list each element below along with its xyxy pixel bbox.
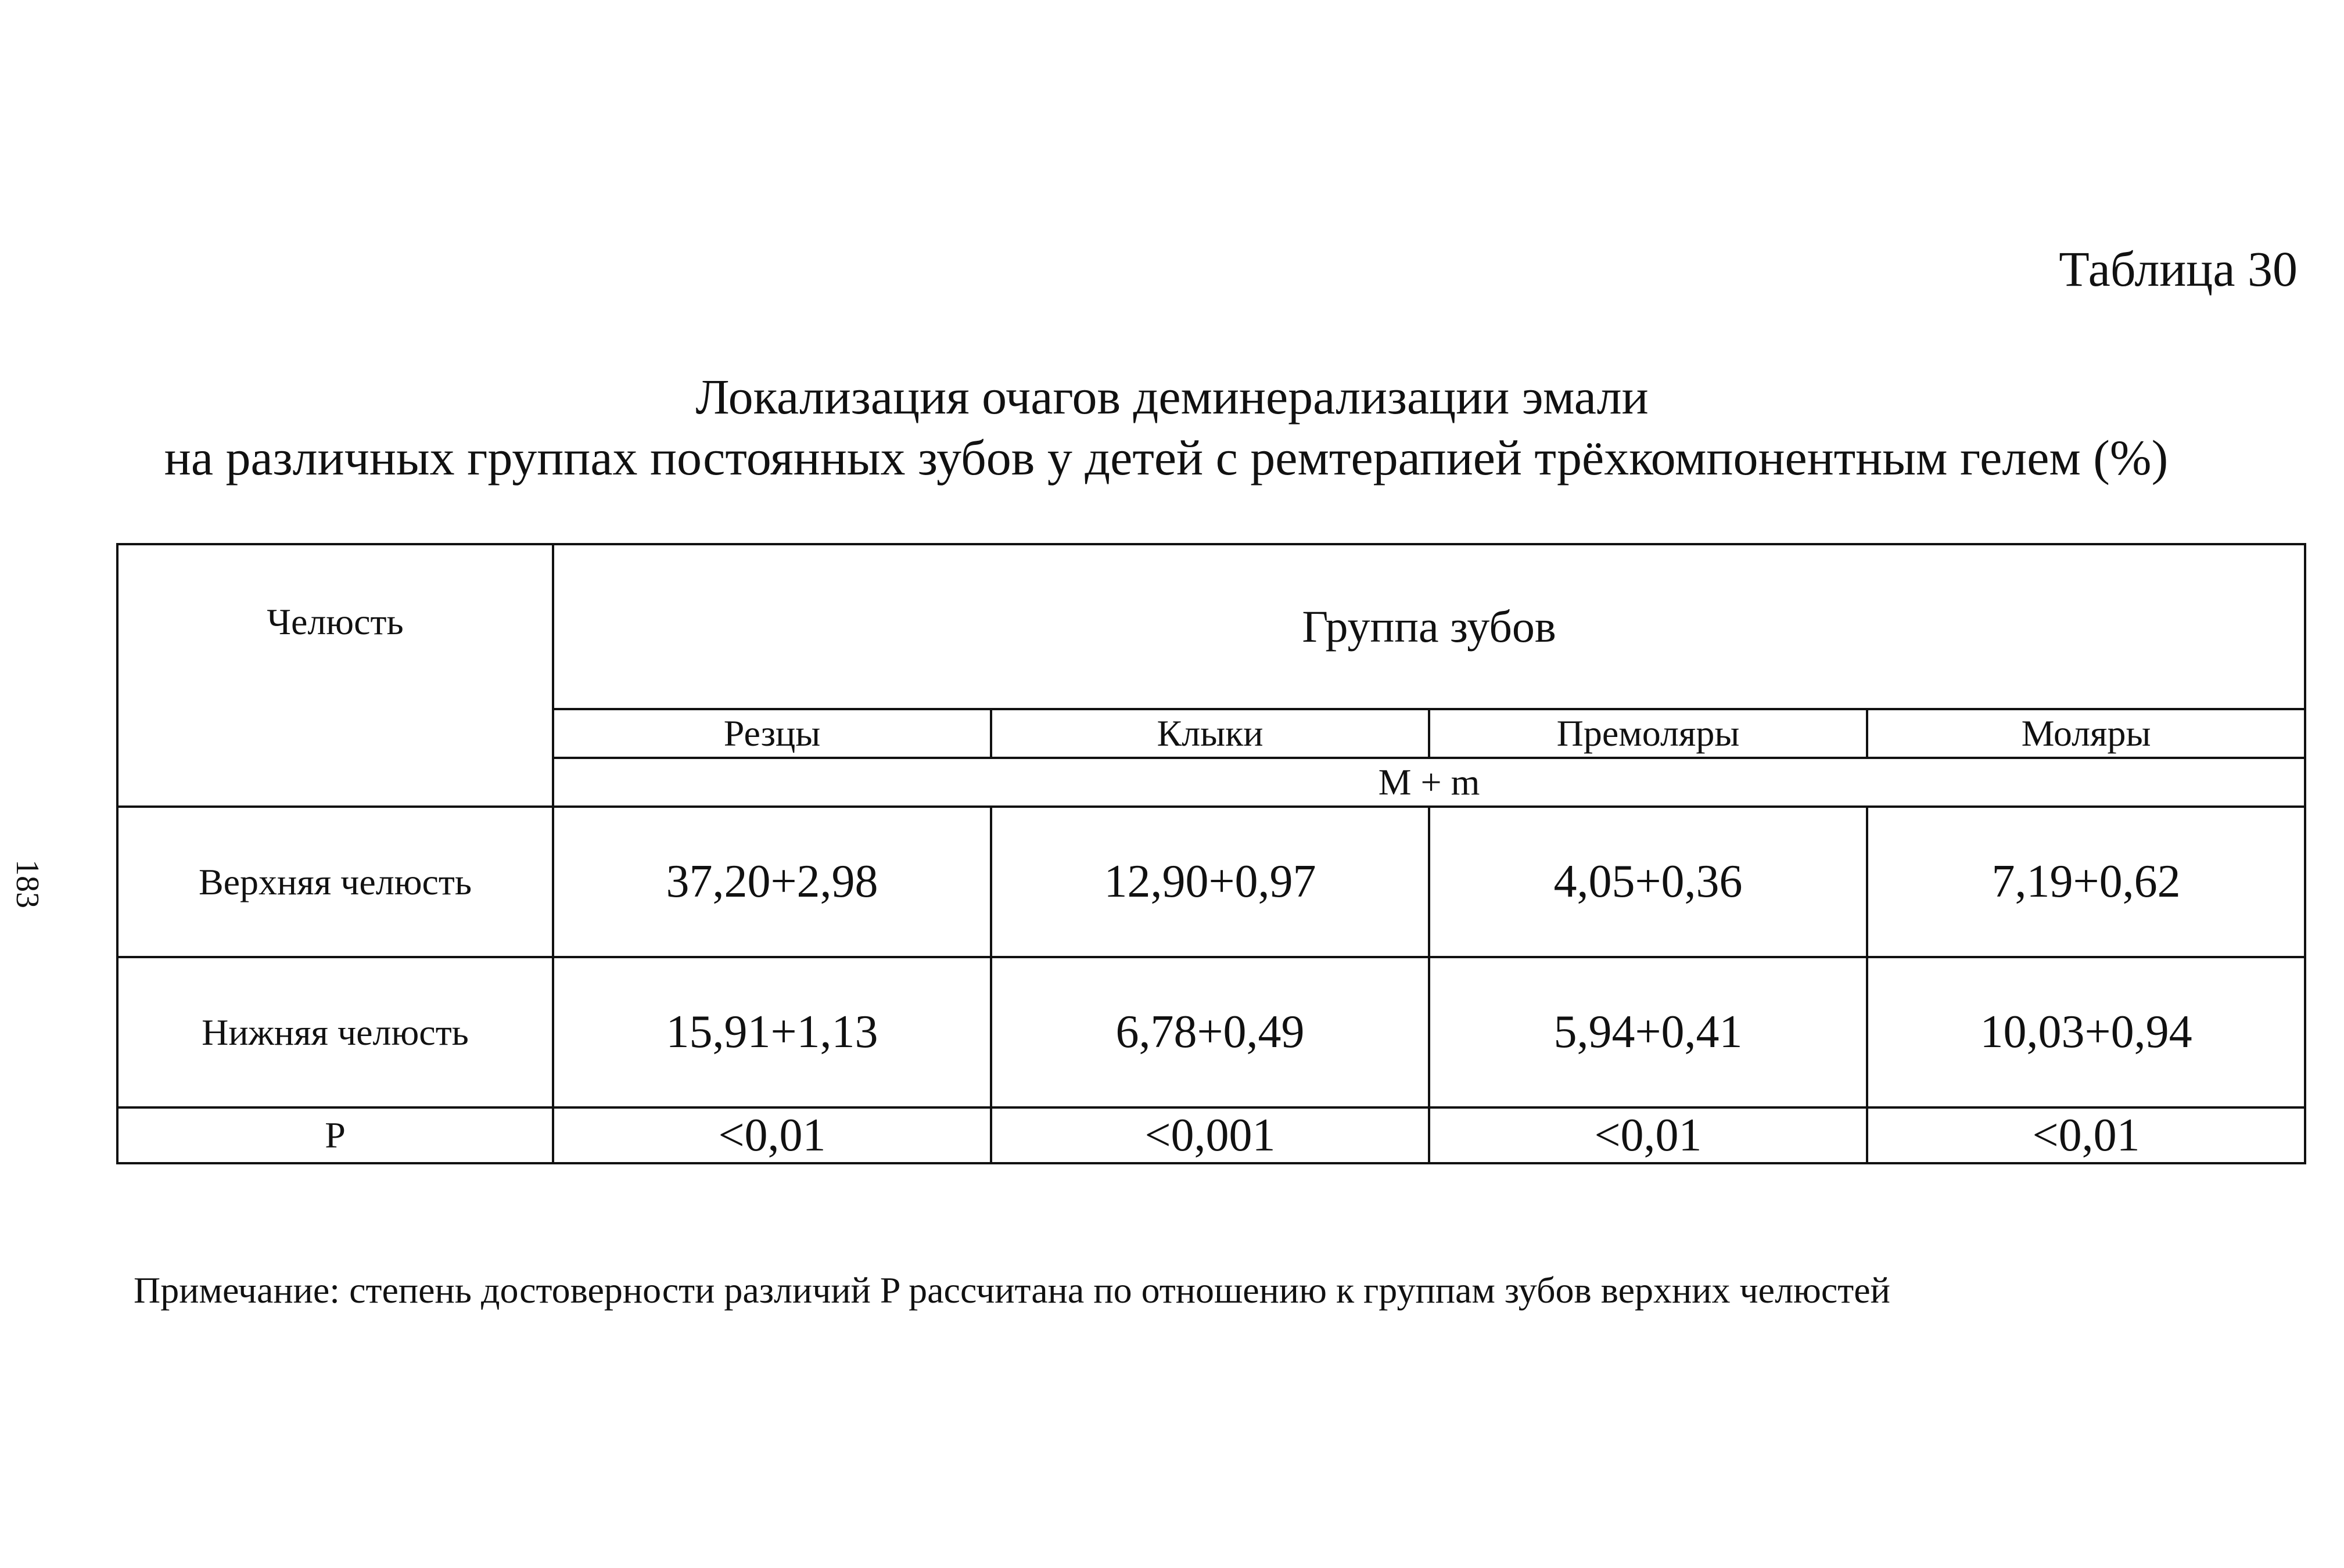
table-cell: <0,01 [553,1107,991,1163]
column-header-molars: Моляры [1867,709,2305,758]
table-note: Примечание: степень достоверности различий P рассчитана по отношению к группам зубов верхних челюстей [134,1269,1890,1311]
table-cell: 7,19+0,62 [1867,807,2305,957]
table-cell: 37,20+2,98 [553,807,991,957]
column-header-premolars: Премоляры [1429,709,1867,758]
tooth-group-header: Группа зубов [553,544,2305,709]
column-header-canines: Клыки [991,709,1429,758]
table-cell: 5,94+0,41 [1429,957,1867,1107]
table-cell: 12,90+0,97 [991,807,1429,957]
data-table [116,543,2306,1164]
table-cell: 4,05+0,36 [1429,807,1867,957]
table-cell: 15,91+1,13 [553,957,991,1107]
table-title-line-1: Локализация очагов деминерализации эмали [695,369,1649,425]
table-cell: <0,01 [1429,1107,1867,1163]
table-number: Таблица 30 [2059,241,2298,297]
table-cell: 10,03+0,94 [1867,957,2305,1107]
table-row-p-value [117,1107,2305,1163]
table-title-line-2: на различных группах постоянных зубов у детей с ремтерапией трёхкомпонентным гелем (%) [164,430,2169,485]
jaw-column-header-label: Челюсть [267,601,404,642]
header-row-group [117,544,2305,709]
row-label-lower-jaw: Нижняя челюсть [117,957,553,1107]
table-row-lower-jaw [117,957,2305,1107]
table-cell: <0,01 [1867,1107,2305,1163]
row-label-upper-jaw: Верхняя челюсть [117,807,553,957]
column-header-incisors: Резцы [553,709,991,758]
page-number: 183 [9,859,45,908]
row-label-p: P [117,1107,553,1163]
table-cell: 6,78+0,49 [991,957,1429,1107]
jaw-column-header [117,544,553,807]
table-row-upper-jaw [117,807,2305,957]
unit-header: M + m [553,758,2305,807]
table-cell: <0,001 [991,1107,1429,1163]
